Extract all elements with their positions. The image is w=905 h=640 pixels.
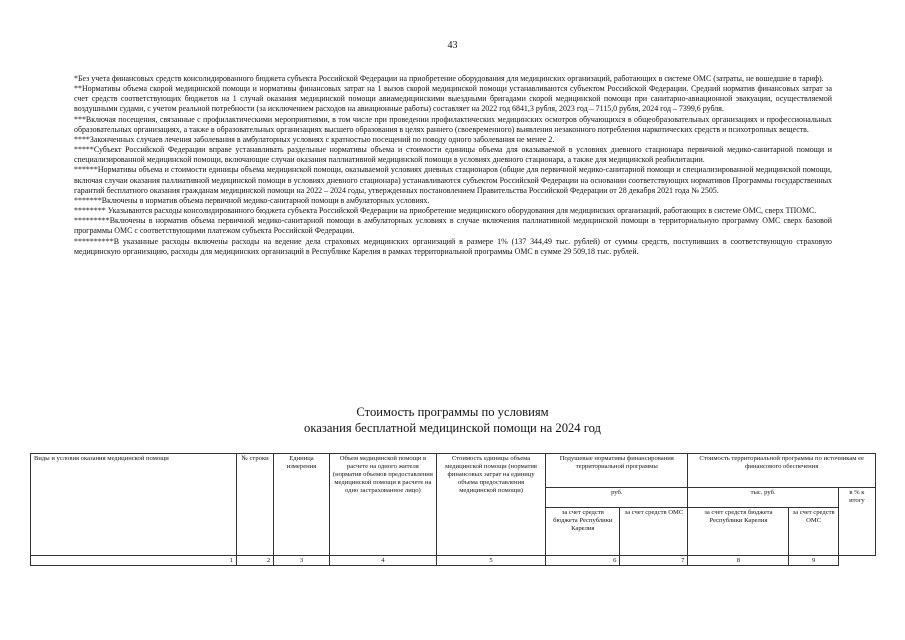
- column-number-row: [31, 556, 876, 566]
- column-number: 2: [237, 556, 274, 566]
- header-budget-source: за счет средств бюджета Республики Карелия: [546, 507, 620, 555]
- column-number: 6: [546, 556, 620, 566]
- header-unit: Единица измерения: [274, 454, 330, 556]
- header-per-capita-norms: Подушевые нормативы финансирования территориальной программы: [546, 454, 688, 488]
- header-oms-source: за счет средств ОМС: [620, 507, 688, 555]
- column-number: 4: [329, 556, 436, 566]
- footnote: ****Законченных случаев лечения заболевания в амбулаторных условиях с кратностью посещений по поводу одного заболевания не менее 2.: [74, 134, 555, 144]
- page-number: 43: [447, 40, 458, 51]
- header-percent-total: в % к итогу: [838, 488, 875, 556]
- footnote: ******Нормативы объема и стоимости единицы объема медицинской помощи, оказываемой условиях дневных стационаров (общие для первичной медико-санитарной помощи и специализированной медицинской помощи, включая случаи оказания паллиативной медицинской помощи в условиях дневного стационара) устанавливаются субъектом Российской Федерации на основании соответствующих нормативов Программы государственных гарантий бесплатного оказания гражданам медицинской помощи на 2022 – 2024 годы, утвержденных постановлением Правительства Российской Федерации от 28 декабря 2021 года № 2505.: [74, 165, 832, 195]
- footnote: **********В указанные расходы включены расходы на ведение дела страховых медицинских организаций в размере 1% (137 344,49 тыс. рублей) от суммы средств, поступивших в соответствующую страховую медицинскую организацию, расходы для медицинских организаций в Республике Карелия в рамках территориальной программы ОМС в сумме 29 509,18 тыс. рублей.: [74, 236, 832, 256]
- footnote: ***Включая посещения, связанные с профилактическими мероприятиями, в том числе при проведении профилактических медицинских осмотров обучающихся в общеобразовательных организациях и профессиональных образовательных организациях, а также в образовательных организациях высшего образования в целях раннего (своевременного) выявления незаконного потребления наркотических средств и психотропных веществ.: [74, 114, 832, 134]
- header-row-number: № строки: [237, 454, 274, 556]
- header-budget-source: за счет средств бюджета Республики Карелия: [688, 507, 789, 555]
- section-title: [0, 404, 905, 436]
- footnotes: [74, 74, 832, 257]
- header-program-cost: Стоимость территориальной программы по источникам ее финансового обеспечения: [688, 454, 876, 488]
- footnote: *Без учета финансовых средств консолидированного бюджета субъекта Российской Федерации на приобретение оборудования для медицинских организаций, работающих в системе ОМС (затраты, не вошедшие в тариф).: [74, 74, 824, 83]
- header-unit-thousand-rub: тыс. руб.: [688, 488, 838, 508]
- footnote: *****Субъект Российской Федерации вправе устанавливать раздельные нормативы объема и стоимости единицы объема для оказываемой в условиях дневного стационара первичной медико-санитарной помощи и специализированной медицинской помощи, включающие случаи оказания паллиативной медицинской помощи в условиях дневного стационара, а также для медицинской реабилитации.: [74, 145, 832, 165]
- column-number: 3: [274, 556, 330, 566]
- column-number: 1: [31, 556, 237, 566]
- header-care-types: Виды и условия оказания медицинской помощи: [31, 454, 237, 556]
- section-title-line: Стоимость программы по условиям: [356, 405, 549, 419]
- header-volume-per-capita: Объем медицинской помощи в расчете на одного жителя (норматив объемов предоставления медицинской помощи в расчете на одно застрахованное лицо): [329, 454, 436, 556]
- footnote: ******** Указываются расходы консолидированного бюджета субъекта Российской Федерации на приобретение медицинского оборудования для медицинских организаций, работающих в системе ОМС, сверх ТПОМС.: [74, 206, 817, 216]
- header-oms-source: за счет средств ОМС: [789, 507, 838, 555]
- column-number: 8: [688, 556, 789, 566]
- column-number: 5: [436, 556, 545, 566]
- footnote: *********Включены в норматив объема первичной медико-санитарной помощи в амбулаторных условиях в случае включения паллиативной медицинской помощи в территориальную программу ОМС сверх базовой программы ОМС с соответствующими платежом субъекта Российской Федерации.: [74, 216, 832, 236]
- program-cost-table: [30, 453, 876, 566]
- section-title-line: оказания бесплатной медицинской помощи на 2024 год: [304, 421, 601, 435]
- header-unit-cost: Стоимость единицы объема медицинской помощи (норматив финансовых затрат на единицу объема предоставления медицинской помощи): [436, 454, 545, 556]
- footnote: *******Включены в норматив объема первичной медико-санитарной помощи в амбулаторных условиях.: [74, 195, 430, 205]
- header-unit-rub: руб.: [546, 488, 688, 508]
- footnote: **Нормативы объема скорой медицинской помощи и нормативы финансовых затрат на 1 вызов скорой медицинской помощи устанавливаются субъектом Российской Федерации. Средний норматив финансовых затрат за счет средств соответствующих бюджетов на 1 случай оказания медицинской помощи авиамедицинскими выездными бригадами скорой медицинской помощи при санитарно-авиационной эвакуации, осуществляемой воздушными судами, с учетом реальной потребности (за исключением расходов на авиационные работы) составляет на 2022 год 6841,3 рубля, 2023 год – 7115,0 рубля, 2024 год – 7399,6 рубля.: [74, 84, 832, 114]
- header-row: [31, 454, 876, 488]
- column-number: 7: [620, 556, 688, 566]
- column-number: 9: [789, 556, 838, 566]
